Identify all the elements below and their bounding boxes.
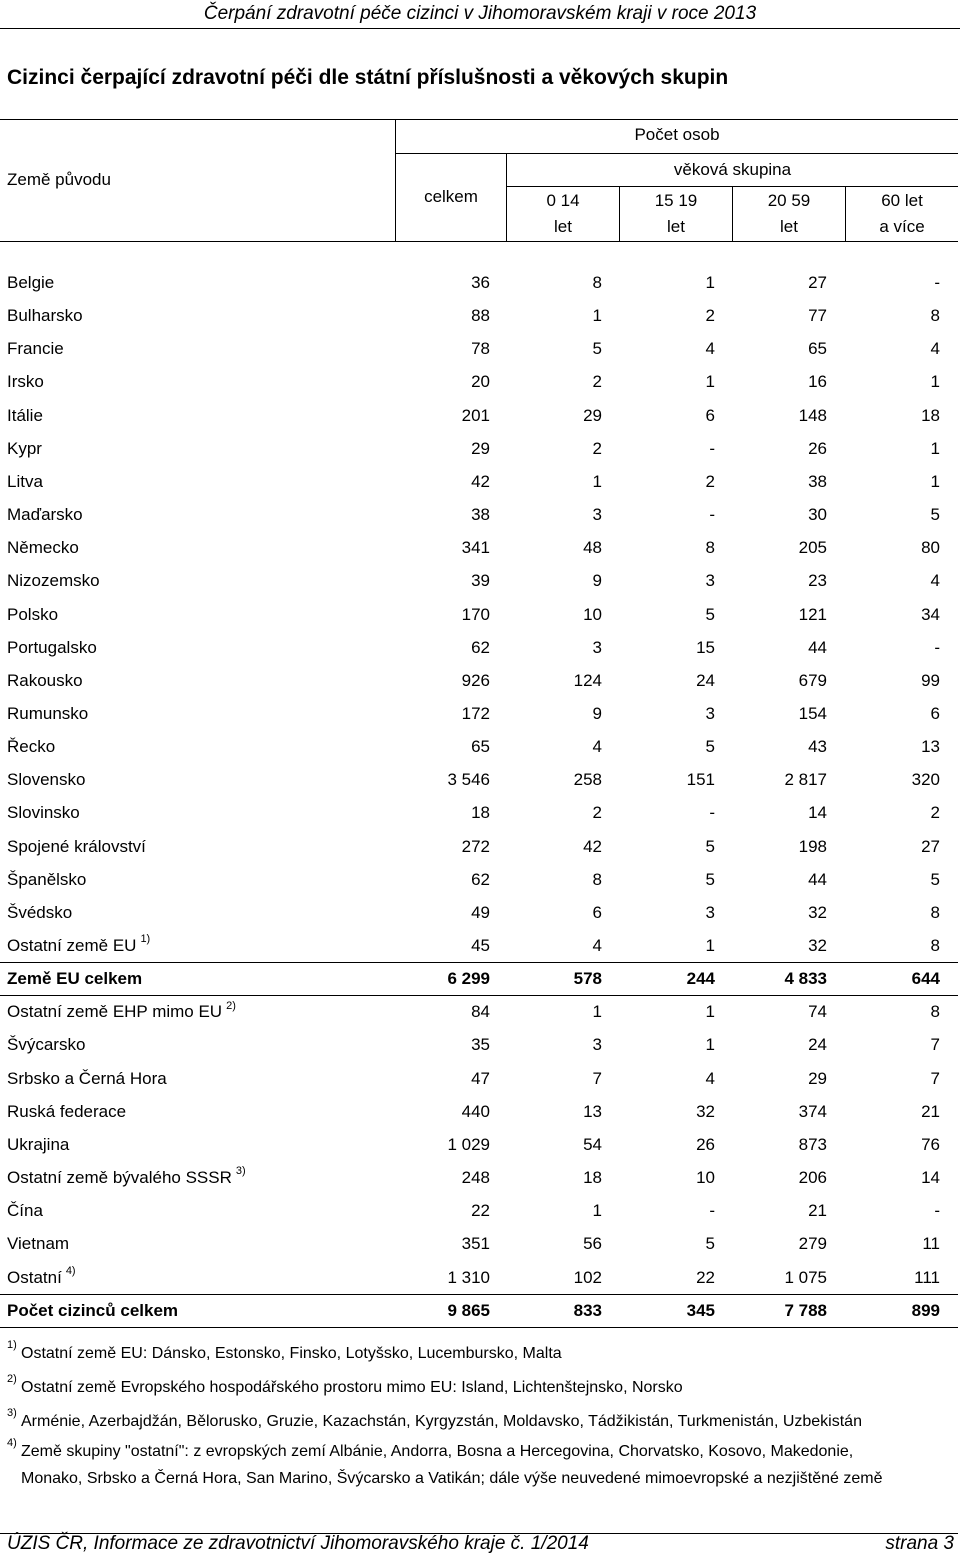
value-20-59: 32 bbox=[808, 936, 827, 955]
value-0-14: 1 bbox=[592, 306, 602, 326]
value-60-plus: 14 bbox=[921, 1168, 940, 1188]
value-20-59: 65 bbox=[808, 339, 827, 359]
table-row bbox=[0, 730, 958, 763]
value-total: 22 bbox=[471, 1201, 490, 1221]
country-name-text: Rakousko bbox=[7, 670, 83, 690]
value-20-59: 23 bbox=[808, 571, 827, 591]
country-name-text: Belgie bbox=[7, 273, 55, 292]
table-row bbox=[0, 995, 958, 1028]
page-header bbox=[0, 0, 960, 28]
value-20-59: 21 bbox=[808, 1201, 827, 1221]
value-0-14: 3 bbox=[592, 1035, 602, 1055]
table-row bbox=[0, 763, 958, 796]
value-15-19: - bbox=[709, 1201, 715, 1221]
value-20-59: 206 bbox=[798, 1168, 827, 1188]
country-name-text: Řecko bbox=[7, 737, 56, 757]
value-60-plus: 2 bbox=[930, 803, 940, 823]
value-60-plus: 7 bbox=[930, 1068, 940, 1088]
value-20-59: 27 bbox=[808, 273, 827, 292]
country-name bbox=[7, 763, 85, 796]
page-header-text: Čerpání zdravotní péče cizinci v Jihomoravském kraji v roce 2013 bbox=[203, 3, 757, 24]
value-total: 20 bbox=[471, 372, 490, 392]
value-20-59: 279 bbox=[798, 1234, 827, 1254]
value-0-14: 1 bbox=[592, 1201, 602, 1221]
value-60-plus: 899 bbox=[911, 1300, 940, 1320]
footnote-text: Ostatní země Evropského hospodářského prostoru mimo EU: Island, Lichtenštejnsko, Norsko bbox=[21, 1379, 683, 1396]
value-20-59: 38 bbox=[808, 471, 827, 491]
value-15-19: 244 bbox=[686, 969, 715, 989]
value-0-14: 578 bbox=[573, 969, 602, 989]
value-total: 3 546 bbox=[447, 770, 490, 790]
country-name-text: Maďarsko bbox=[7, 505, 83, 525]
value-0-14: 1 bbox=[592, 471, 602, 491]
value-15-19: 1 bbox=[705, 372, 715, 392]
footnote-ref: 1) bbox=[140, 933, 151, 946]
value-60-plus: 13 bbox=[921, 737, 940, 757]
value-60-plus: 80 bbox=[921, 538, 940, 558]
footnote-ref: 2) bbox=[226, 999, 236, 1012]
value-20-59: 30 bbox=[808, 505, 827, 525]
country-name bbox=[7, 1161, 246, 1194]
value-0-14: 2 bbox=[592, 372, 602, 392]
country-name-text: Švýcarsko bbox=[7, 1035, 86, 1055]
country-name bbox=[7, 498, 83, 531]
country-name bbox=[7, 1062, 167, 1095]
value-20-59: 24 bbox=[808, 1035, 827, 1055]
header-total: celkem bbox=[424, 187, 478, 206]
value-60-plus: 320 bbox=[911, 770, 940, 790]
country-name bbox=[7, 299, 83, 332]
value-60-plus: 111 bbox=[914, 1267, 940, 1287]
value-20-59: 26 bbox=[808, 438, 827, 458]
country-name bbox=[7, 266, 54, 299]
value-0-14: 13 bbox=[583, 1101, 602, 1121]
table-header-bottom-rule bbox=[0, 241, 958, 242]
footer-publication: ÚZIS ČR, Informace ze zdravotnictví Jihomoravského kraje č. 1/2014 bbox=[7, 1533, 589, 1554]
value-0-14: 5 bbox=[592, 339, 602, 359]
footnote-ref: 3) bbox=[235, 1165, 246, 1178]
value-total: 65 bbox=[471, 737, 490, 757]
footnote-mark: 1) bbox=[7, 1339, 17, 1351]
table-row bbox=[0, 598, 958, 631]
header-col-60-plus-unit: a více bbox=[879, 217, 925, 236]
value-20-59: 205 bbox=[798, 538, 827, 558]
value-60-plus: 8 bbox=[930, 1002, 940, 1022]
table-row bbox=[0, 498, 958, 531]
country-name bbox=[7, 1227, 69, 1260]
value-60-plus: - bbox=[934, 637, 940, 657]
value-15-19: 2 bbox=[705, 471, 715, 491]
value-0-14: 42 bbox=[583, 836, 602, 856]
value-15-19: 4 bbox=[705, 339, 715, 359]
value-20-59: 29 bbox=[808, 1068, 827, 1088]
value-15-19: - bbox=[709, 505, 715, 525]
country-name bbox=[7, 730, 55, 763]
rule-above-eu-total bbox=[0, 962, 958, 963]
value-0-14: 258 bbox=[573, 770, 602, 790]
table-row bbox=[0, 1261, 958, 1294]
value-20-59: 148 bbox=[798, 405, 827, 425]
footnote-mark: 4) bbox=[7, 1437, 17, 1449]
table-row bbox=[0, 1227, 958, 1260]
footnote-text: Ostatní země EU: Dánsko, Estonsko, Finsko, Lotyšsko, Lucembursko, Malta bbox=[21, 1345, 562, 1362]
country-name-text: Rumunsko bbox=[7, 703, 89, 723]
country-name bbox=[7, 432, 42, 465]
value-60-plus: 8 bbox=[930, 936, 940, 955]
value-15-19: 5 bbox=[705, 869, 715, 889]
footnote-text: Arménie, Azerbajdžán, Bělorusko, Gruzie, Kazachstán, Kyrgyzstán, Moldavsko, Tádžikistán, Turkmenistán, Uzbekistán bbox=[21, 1413, 862, 1430]
footnote-mark: 3) bbox=[7, 1407, 17, 1419]
value-total: 1 029 bbox=[447, 1134, 490, 1154]
value-20-59: 14 bbox=[808, 803, 827, 823]
footnote-text: Země skupiny "ostatní": z evropských zemí Albánie, Andorra, Bosna a Hercegovina, Chorvatsko, Kosovo, Makedonie, bbox=[21, 1443, 854, 1460]
country-name-text: Spojené království bbox=[7, 836, 146, 856]
country-name-text: Polsko bbox=[7, 604, 59, 624]
table-row bbox=[0, 531, 958, 564]
value-60-plus: 34 bbox=[921, 604, 940, 624]
table-row bbox=[0, 1194, 958, 1227]
value-0-14: 9 bbox=[592, 571, 602, 591]
value-total: 201 bbox=[461, 405, 490, 425]
footnote-text: Monako, Srbsko a Černá Hora, San Marino, Švýcarsko a Vatikán; dále výše neuvedené mimoevropské a nezjištěné země bbox=[21, 1470, 883, 1487]
table-row-total bbox=[0, 1294, 958, 1327]
table-row bbox=[0, 365, 958, 398]
value-0-14: 6 bbox=[592, 902, 602, 922]
value-20-59: 121 bbox=[798, 604, 827, 624]
value-15-19: 3 bbox=[705, 703, 715, 723]
value-15-19: 1 bbox=[705, 936, 715, 955]
value-60-plus: 1 bbox=[930, 372, 940, 392]
value-15-19: 4 bbox=[705, 1068, 715, 1088]
value-60-plus: 1 bbox=[930, 438, 940, 458]
value-20-59: 873 bbox=[798, 1134, 827, 1154]
country-name-text: Švédsko bbox=[7, 902, 73, 922]
header-col-20-59-unit: let bbox=[780, 217, 798, 236]
value-total: 78 bbox=[471, 339, 490, 359]
value-0-14: 8 bbox=[592, 869, 602, 889]
value-0-14: 833 bbox=[573, 1300, 602, 1320]
country-name-text: Německo bbox=[7, 538, 79, 558]
country-name-text: Kypr bbox=[7, 438, 42, 458]
value-0-14: 124 bbox=[573, 670, 602, 690]
country-name bbox=[7, 929, 150, 962]
value-0-14: 7 bbox=[592, 1068, 602, 1088]
value-20-59: 2 817 bbox=[784, 770, 827, 790]
header-col-15-19-unit: let bbox=[667, 217, 685, 236]
value-15-19: 5 bbox=[705, 1234, 715, 1254]
value-total: 42 bbox=[471, 471, 490, 491]
value-20-59: 32 bbox=[808, 902, 827, 922]
value-15-19: 3 bbox=[705, 571, 715, 591]
value-0-14: 4 bbox=[592, 737, 602, 757]
value-20-59: 44 bbox=[808, 637, 827, 657]
value-60-plus: 27 bbox=[921, 836, 940, 856]
country-name-text: Francie bbox=[7, 339, 64, 359]
value-15-19: 6 bbox=[705, 405, 715, 425]
value-0-14: 4 bbox=[592, 936, 602, 955]
value-total: 272 bbox=[461, 836, 490, 856]
value-60-plus: 644 bbox=[911, 969, 940, 989]
value-15-19: 1 bbox=[705, 1002, 715, 1022]
value-0-14: 9 bbox=[592, 703, 602, 723]
country-name-text: Ukrajina bbox=[7, 1134, 70, 1154]
value-20-59: 43 bbox=[808, 737, 827, 757]
table-row bbox=[0, 796, 958, 829]
table-row bbox=[0, 896, 958, 929]
table-row bbox=[0, 1128, 958, 1161]
table-row bbox=[0, 332, 958, 365]
value-total: 29 bbox=[471, 438, 490, 458]
value-total: 172 bbox=[461, 703, 490, 723]
value-0-14: 1 bbox=[592, 1002, 602, 1022]
header-col-60-plus: 60 let bbox=[881, 191, 923, 210]
value-total: 38 bbox=[471, 505, 490, 525]
country-name bbox=[7, 332, 64, 365]
value-60-plus: 4 bbox=[930, 339, 940, 359]
value-15-19: 22 bbox=[696, 1267, 715, 1287]
table-row bbox=[0, 697, 958, 730]
value-15-19: 5 bbox=[705, 836, 715, 856]
value-15-19: - bbox=[709, 803, 715, 823]
header-rule bbox=[0, 28, 960, 29]
country-name-text: Ostatní země EU bbox=[7, 936, 137, 955]
header-age-group: věková skupina bbox=[673, 160, 792, 179]
value-0-14: 10 bbox=[583, 604, 602, 624]
value-total: 62 bbox=[471, 869, 490, 889]
value-60-plus: 5 bbox=[930, 869, 940, 889]
country-name bbox=[7, 631, 97, 664]
table-row bbox=[0, 863, 958, 896]
value-total: 1 310 bbox=[447, 1267, 490, 1287]
value-20-59: 16 bbox=[808, 372, 827, 392]
country-name bbox=[7, 1261, 76, 1294]
country-name-text: Ostatní země bývalého SSSR bbox=[7, 1168, 232, 1188]
value-total: 341 bbox=[461, 538, 490, 558]
value-total: 62 bbox=[471, 637, 490, 657]
value-60-plus: 1 bbox=[930, 471, 940, 491]
header-country: Země původu bbox=[7, 170, 111, 189]
country-name bbox=[7, 399, 43, 432]
value-60-plus: 4 bbox=[930, 571, 940, 591]
value-15-19: 151 bbox=[686, 770, 715, 790]
value-0-14: 102 bbox=[573, 1267, 602, 1287]
value-total: 39 bbox=[471, 571, 490, 591]
table-row bbox=[0, 564, 958, 597]
value-60-plus: - bbox=[934, 1201, 940, 1221]
country-name-text: Ostatní bbox=[7, 1267, 62, 1287]
value-0-14: 2 bbox=[592, 803, 602, 823]
value-60-plus: 11 bbox=[922, 1234, 940, 1254]
value-20-59: 74 bbox=[808, 1002, 827, 1022]
table-row bbox=[0, 929, 958, 962]
rule-below-grand-total bbox=[0, 1327, 958, 1328]
value-total: 9 865 bbox=[447, 1300, 490, 1320]
value-0-14: 54 bbox=[583, 1134, 602, 1154]
country-name-text: Slovinsko bbox=[7, 803, 80, 823]
value-60-plus: - bbox=[934, 273, 940, 292]
country-name bbox=[7, 1294, 178, 1327]
footer-page-number: strana 3 bbox=[885, 1533, 954, 1554]
value-15-19: 345 bbox=[686, 1300, 715, 1320]
country-name-text: Bulharsko bbox=[7, 306, 83, 326]
country-name-text: Irsko bbox=[7, 372, 44, 392]
header-col-15-19: 15 19 bbox=[654, 191, 698, 210]
table-row bbox=[0, 299, 958, 332]
country-name bbox=[7, 365, 44, 398]
rule-below-eu-total bbox=[0, 995, 958, 996]
value-20-59: 77 bbox=[808, 306, 827, 326]
value-15-19: 10 bbox=[696, 1168, 715, 1188]
value-0-14: 29 bbox=[583, 405, 602, 425]
value-15-19: 8 bbox=[705, 538, 715, 558]
value-0-14: 8 bbox=[592, 273, 602, 292]
value-15-19: 5 bbox=[705, 604, 715, 624]
header-persons: Počet osob bbox=[634, 125, 720, 144]
value-15-19: 15 bbox=[696, 637, 715, 657]
value-20-59: 374 bbox=[798, 1101, 827, 1121]
table-row-total bbox=[0, 962, 958, 995]
value-15-19: 1 bbox=[705, 1035, 715, 1055]
country-name bbox=[7, 896, 72, 929]
country-name bbox=[7, 531, 79, 564]
country-name-text: Srbsko a Černá Hora bbox=[7, 1068, 167, 1088]
country-name bbox=[7, 697, 88, 730]
country-name-text: Ruská federace bbox=[7, 1101, 127, 1121]
value-0-14: 2 bbox=[592, 438, 602, 458]
country-name bbox=[7, 962, 142, 995]
table-row bbox=[0, 1062, 958, 1095]
country-name-text: Nizozemsko bbox=[7, 571, 100, 591]
header-col-0-14-unit: let bbox=[554, 217, 572, 236]
value-0-14: 3 bbox=[592, 505, 602, 525]
table-row bbox=[0, 465, 958, 498]
country-name bbox=[7, 1194, 43, 1227]
value-total: 45 bbox=[471, 936, 490, 955]
value-total: 6 299 bbox=[447, 969, 490, 989]
value-total: 248 bbox=[461, 1168, 490, 1188]
value-total: 926 bbox=[461, 670, 490, 690]
value-0-14: 18 bbox=[583, 1168, 602, 1188]
country-name-text: Země EU celkem bbox=[7, 969, 143, 989]
value-60-plus: 8 bbox=[930, 902, 940, 922]
country-name bbox=[7, 1028, 85, 1061]
value-15-19: 3 bbox=[705, 902, 715, 922]
header-rule-persons bbox=[396, 153, 958, 154]
value-0-14: 56 bbox=[583, 1234, 602, 1254]
country-name-text: Ostatní země EHP mimo EU bbox=[7, 1002, 223, 1022]
value-60-plus: 18 bbox=[921, 405, 940, 425]
rule-above-grand-total bbox=[0, 1294, 958, 1295]
country-name-text: Vietnam bbox=[7, 1234, 70, 1254]
value-60-plus: 21 bbox=[921, 1101, 940, 1121]
country-name bbox=[7, 564, 100, 597]
value-total: 170 bbox=[461, 604, 490, 624]
country-name-text: Itálie bbox=[7, 405, 43, 425]
value-total: 88 bbox=[471, 306, 490, 326]
table-row bbox=[0, 664, 958, 697]
value-total: 49 bbox=[471, 902, 490, 922]
country-name-text: Litva bbox=[7, 471, 43, 491]
footnote-mark: 2) bbox=[7, 1373, 17, 1385]
value-20-59: 7 788 bbox=[784, 1300, 827, 1320]
country-name-text: Slovensko bbox=[7, 770, 86, 790]
value-total: 36 bbox=[471, 273, 490, 292]
value-60-plus: 5 bbox=[930, 505, 940, 525]
value-15-19: 32 bbox=[696, 1101, 715, 1121]
table-row bbox=[0, 399, 958, 432]
country-name bbox=[7, 465, 43, 498]
value-20-59: 44 bbox=[808, 869, 827, 889]
value-0-14: 3 bbox=[592, 637, 602, 657]
country-name-text: Počet cizinců celkem bbox=[7, 1300, 179, 1320]
value-20-59: 4 833 bbox=[784, 969, 827, 989]
value-total: 35 bbox=[471, 1035, 490, 1055]
country-name bbox=[7, 598, 58, 631]
country-name bbox=[7, 1095, 126, 1128]
value-15-19: 5 bbox=[705, 737, 715, 757]
country-name bbox=[7, 664, 83, 697]
value-15-19: 2 bbox=[705, 306, 715, 326]
value-15-19: 1 bbox=[705, 273, 715, 292]
country-name bbox=[7, 863, 86, 896]
table-row bbox=[0, 631, 958, 664]
country-name bbox=[7, 830, 146, 863]
value-60-plus: 6 bbox=[930, 703, 940, 723]
value-0-14: 48 bbox=[583, 538, 602, 558]
footnote-ref: 4) bbox=[65, 1264, 76, 1277]
value-15-19: 24 bbox=[696, 670, 715, 690]
value-total: 440 bbox=[461, 1101, 490, 1121]
value-total: 84 bbox=[471, 1002, 490, 1022]
value-total: 47 bbox=[471, 1068, 490, 1088]
value-20-59: 679 bbox=[798, 670, 827, 690]
value-20-59: 154 bbox=[798, 703, 827, 723]
value-20-59: 198 bbox=[798, 836, 827, 856]
country-name bbox=[7, 995, 236, 1028]
value-60-plus: 8 bbox=[930, 306, 940, 326]
table-top-rule bbox=[0, 119, 958, 120]
value-total: 18 bbox=[471, 803, 490, 823]
value-20-59: 1 075 bbox=[784, 1267, 827, 1287]
value-15-19: - bbox=[709, 438, 715, 458]
country-name-text: Čína bbox=[7, 1201, 43, 1221]
value-60-plus: 76 bbox=[921, 1134, 940, 1154]
country-name-text: Portugalsko bbox=[7, 637, 97, 657]
table-row bbox=[0, 432, 958, 465]
header-col-20-59: 20 59 bbox=[767, 191, 811, 210]
value-total: 351 bbox=[461, 1234, 490, 1254]
header-col-0-14: 0 14 bbox=[546, 191, 580, 210]
value-60-plus: 99 bbox=[921, 670, 940, 690]
table-row bbox=[0, 1095, 958, 1128]
country-name bbox=[7, 796, 80, 829]
table-row bbox=[0, 266, 958, 299]
table-row bbox=[0, 1028, 958, 1061]
country-name bbox=[7, 1128, 69, 1161]
value-60-plus: 7 bbox=[930, 1035, 940, 1055]
table-row bbox=[0, 830, 958, 863]
table-row bbox=[0, 1161, 958, 1194]
value-15-19: 26 bbox=[696, 1134, 715, 1154]
country-name-text: Španělsko bbox=[7, 869, 87, 889]
page-title: Cizinci čerpající zdravotní péči dle státní příslušnosti a věkových skupin bbox=[7, 66, 729, 89]
